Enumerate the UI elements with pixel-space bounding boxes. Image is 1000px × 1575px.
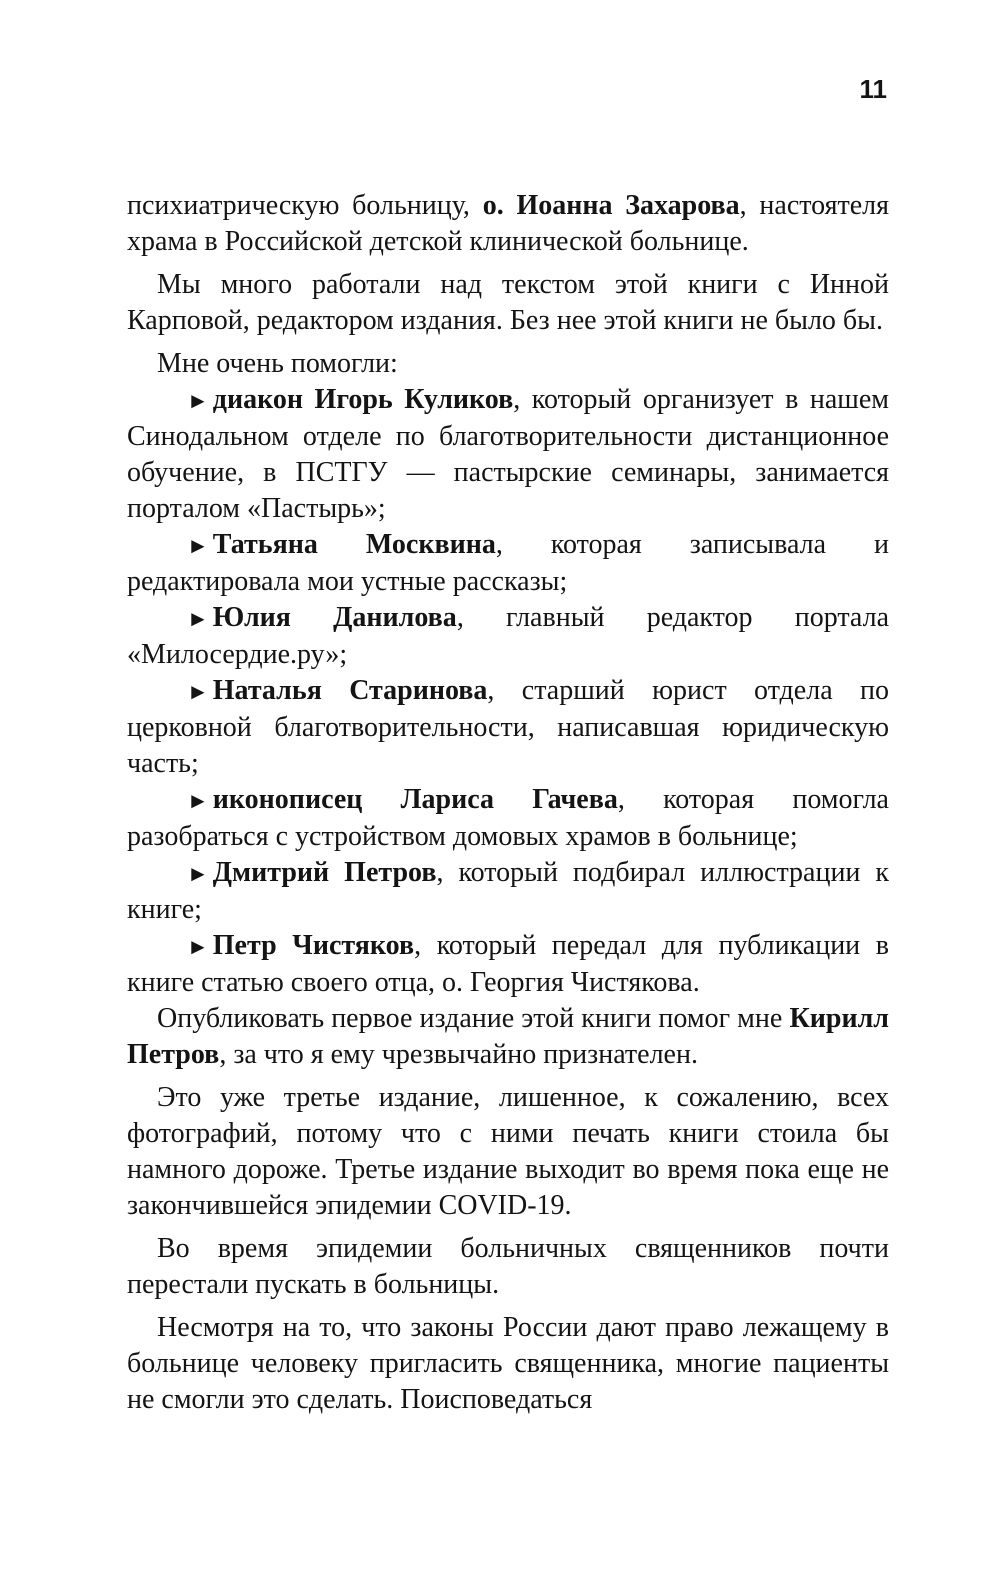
list-item: ► Наталья Старинова, старший юрист отдела по церковной благотворительности, написавшая юридическую часть; <box>127 675 889 779</box>
body-text <box>127 188 889 1418</box>
bullet-arrow-icon: ► <box>187 388 209 413</box>
person-name: Наталья Старинова <box>212 675 488 706</box>
list-item: ► Дмитрий Петров, который подбирал иллюстрации к книге; <box>127 857 889 925</box>
person-name: Татьяна Москвина <box>212 529 496 560</box>
person-name: Петр Чистяков <box>212 930 415 961</box>
paragraph-epidemic: Во время эпидемии больничных священников почти перестали пускать в больницы. <box>127 1233 889 1300</box>
list-item: ► диакон Игорь Куликов, который организует в нашем Синодальном отделе по благотворительности дистанционное обучение, в ПСТГУ — пастырские семинары, занимается порталом «Пастырь»; <box>127 384 889 524</box>
list-item: ► иконописец Лариса Гачева, которая помогла разобраться с устройством домовых храмов в больнице; <box>127 784 889 852</box>
paragraph-laws: Несмотря на то, что законы России дают право лежащему в больнице человеку пригласить священника, многие пациенты не смогли это сделать. Поисповедаться <box>127 1312 889 1415</box>
person-name: иконописец Лариса Гачева <box>212 784 618 815</box>
bullet-arrow-icon: ► <box>187 533 209 558</box>
paragraph-intro: психиатрическую больницу, о. Иоанна Захарова, настоятеля храма в Российской детской клинической больнице. <box>127 190 889 257</box>
bullet-arrow-icon: ► <box>187 788 209 813</box>
bullet-arrow-icon: ► <box>187 606 209 631</box>
list-item: ► Петр Чистяков, который передал для публикации в книге статью своего отца, о. Георгия Чистякова. <box>127 930 889 998</box>
paragraph-third-edition: Это уже третье издание, лишенное, к сожалению, всех фотографий, потому что с ними печать книги стоила бы намного дороже. Третье издание выходит во время пока еще не закончившейся эпидемии COVID-19. <box>127 1082 889 1221</box>
list-item: ► Татьяна Москвина, которая записывала и редактировала мои устные рассказы; <box>127 529 889 597</box>
bullet-arrow-icon: ► <box>187 934 209 959</box>
paragraph-publish: Опубликовать первое издание этой книги помог мне Кирилл Петров, за что я ему чрезвычайно признателен. <box>127 1003 889 1070</box>
person-name: Юлия Данилова <box>212 602 457 633</box>
person-name: Дмитрий Петров <box>212 857 437 888</box>
person-name: о. Иоанна Захарова <box>482 190 740 221</box>
page-number: 11 <box>859 74 887 104</box>
person-name: Кирилл Петров <box>127 1003 889 1070</box>
paragraph-editor: Мы много работали над текстом этой книги с Инной Карповой, редактором издания. Без нее этой книги не было бы. <box>127 269 889 336</box>
person-name: диакон Игорь Куликов <box>212 384 514 415</box>
bullet-arrow-icon: ► <box>187 861 209 886</box>
paragraph-helped-intro: Мне очень помогли: <box>157 348 398 379</box>
list-item: ► Юлия Данилова, главный редактор портала «Милосердие.ру»; <box>127 602 889 670</box>
bullet-arrow-icon: ► <box>187 679 209 704</box>
